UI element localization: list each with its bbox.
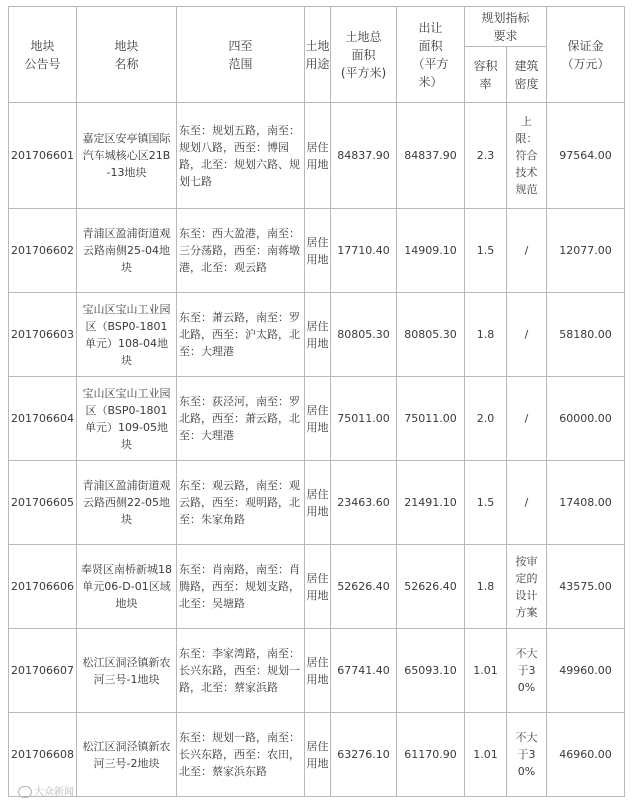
- plot-no: 201706601: [9, 103, 77, 209]
- plot-deposit: 46960.00: [547, 713, 625, 797]
- plot-boundary: 东至：规划一路，南至：长兴东路，西至：农田，北至：蔡家浜东路: [177, 713, 305, 797]
- weibo-icon: [18, 786, 32, 798]
- table-row: [9, 713, 625, 797]
- plot-boundary: 东至：规划五路，南至：规划八路，西至：博园路，北至：规划六路、规划七路: [177, 103, 305, 209]
- plot-transfer-area: 65093.10: [397, 629, 465, 713]
- plot-density: /: [507, 293, 547, 377]
- table-row: [9, 629, 625, 713]
- plot-transfer-area: 61170.90: [397, 713, 465, 797]
- plot-total-area: 52626.40: [331, 545, 397, 629]
- plot-transfer-area: 75011.00: [397, 377, 465, 461]
- plot-boundary: 东至：肖南路，南至：肖腾路，西至：规划支路，北至：吴塘路: [177, 545, 305, 629]
- plot-total-area: 23463.60: [331, 461, 397, 545]
- plot-total-area: 17710.40: [331, 209, 397, 293]
- plot-no: 201706603: [9, 293, 77, 377]
- plot-no: 201706606: [9, 545, 77, 629]
- plot-name: 青浦区盈浦街道观云路南侧25-04地块: [77, 209, 177, 293]
- plot-total-area: 67741.40: [331, 629, 397, 713]
- plot-use: 居住用地: [305, 713, 331, 797]
- plot-far: 2.3: [465, 103, 507, 209]
- header-plot-name: 地块 名称: [77, 7, 177, 103]
- watermark: [18, 783, 74, 798]
- plot-name: 青浦区盈浦街道观云路西侧22-05地块: [77, 461, 177, 545]
- plot-name: 奉贤区南桥新城18单元06-D-01区域地块: [77, 545, 177, 629]
- plot-density: 不大于30%: [507, 713, 547, 797]
- header-transfer-area: 出让 面积 （平方 米）: [397, 7, 465, 103]
- plot-far: 1.01: [465, 629, 507, 713]
- plot-total-area: 63276.10: [331, 713, 397, 797]
- plot-deposit: 97564.00: [547, 103, 625, 209]
- plot-no: 201706608: [9, 713, 77, 797]
- plot-use: 居住用地: [305, 545, 331, 629]
- plot-transfer-area: 21491.10: [397, 461, 465, 545]
- plot-total-area: 75011.00: [331, 377, 397, 461]
- header-land-use: 土地用途: [305, 7, 331, 103]
- plot-name: 松江区洞泾镇新农河三号-1地块: [77, 629, 177, 713]
- table-row: [9, 545, 625, 629]
- plot-deposit: 60000.00: [547, 377, 625, 461]
- plot-deposit: 49960.00: [547, 629, 625, 713]
- header-plot-no: 地块 公告号: [9, 7, 77, 103]
- plot-no: 201706607: [9, 629, 77, 713]
- plot-use: 居住用地: [305, 293, 331, 377]
- plot-far: 1.8: [465, 545, 507, 629]
- table-row: [9, 209, 625, 293]
- plot-density: 上限：符合技术规范: [507, 103, 547, 209]
- plot-deposit: 58180.00: [547, 293, 625, 377]
- plot-boundary: 东至：荻泾河，南至：罗北路，西至：萧云路，北至：大理港: [177, 377, 305, 461]
- plot-transfer-area: 84837.90: [397, 103, 465, 209]
- header-total-area: 土地总 面积 (平方米): [331, 7, 397, 103]
- table-row: [9, 461, 625, 545]
- plot-name: 宝山区宝山工业园区（BSP0-1801单元）108-04地块: [77, 293, 177, 377]
- plot-use: 居住用地: [305, 103, 331, 209]
- plot-use: 居住用地: [305, 377, 331, 461]
- plot-density: /: [507, 377, 547, 461]
- table-row: [9, 293, 625, 377]
- plot-transfer-area: 52626.40: [397, 545, 465, 629]
- header-density: 建筑 密度: [507, 47, 547, 103]
- plot-no: 201706605: [9, 461, 77, 545]
- plot-name: 宝山区宝山工业园区（BSP0-1801单元）109-05地块: [77, 377, 177, 461]
- plot-boundary: 东至：西大盈港，南至：三分荡路，西至：南蒋墩港，北至：观云路: [177, 209, 305, 293]
- plot-density: 不大于30%: [507, 629, 547, 713]
- table-row: [9, 103, 625, 209]
- plot-use: 居住用地: [305, 209, 331, 293]
- plot-use: 居住用地: [305, 461, 331, 545]
- plot-far: 1.5: [465, 209, 507, 293]
- plot-far: 2.0: [465, 377, 507, 461]
- plot-far: 1.01: [465, 713, 507, 797]
- header-deposit: 保证金 （万元）: [547, 7, 625, 103]
- plot-boundary: 东至：萧云路，南至：罗北路，西至：沪太路，北至：大理港: [177, 293, 305, 377]
- plot-density: 按审定的设计方案: [507, 545, 547, 629]
- plot-transfer-area: 80805.30: [397, 293, 465, 377]
- plot-total-area: 84837.90: [331, 103, 397, 209]
- plot-transfer-area: 14909.10: [397, 209, 465, 293]
- header-far: 容积 率: [465, 47, 507, 103]
- plot-deposit: 12077.00: [547, 209, 625, 293]
- plot-no: 201706604: [9, 377, 77, 461]
- table-row: [9, 377, 625, 461]
- plot-deposit: 43575.00: [547, 545, 625, 629]
- plot-far: 1.8: [465, 293, 507, 377]
- plot-density: /: [507, 461, 547, 545]
- plot-use: 居住用地: [305, 629, 331, 713]
- plot-deposit: 17408.00: [547, 461, 625, 545]
- watermark-text: 大众新闻: [34, 787, 74, 798]
- header-boundary: 四至 范围: [177, 7, 305, 103]
- plot-boundary: 东至：李家湾路，南至：长兴东路，西至：规划一路，北至：蔡家浜路: [177, 629, 305, 713]
- plot-density: /: [507, 209, 547, 293]
- land-parcel-table: [8, 6, 625, 797]
- plot-boundary: 东至：观云路，南至：观云路，西至：观明路，北至：朱家角路: [177, 461, 305, 545]
- plot-no: 201706602: [9, 209, 77, 293]
- header-planning-requirements: 规划指标 要求: [465, 7, 547, 47]
- plot-name: 嘉定区安亭镇国际汽车城核心区21B-13地块: [77, 103, 177, 209]
- plot-name: 松江区洞泾镇新农河三号-2地块: [77, 713, 177, 797]
- plot-total-area: 80805.30: [331, 293, 397, 377]
- plot-far: 1.5: [465, 461, 507, 545]
